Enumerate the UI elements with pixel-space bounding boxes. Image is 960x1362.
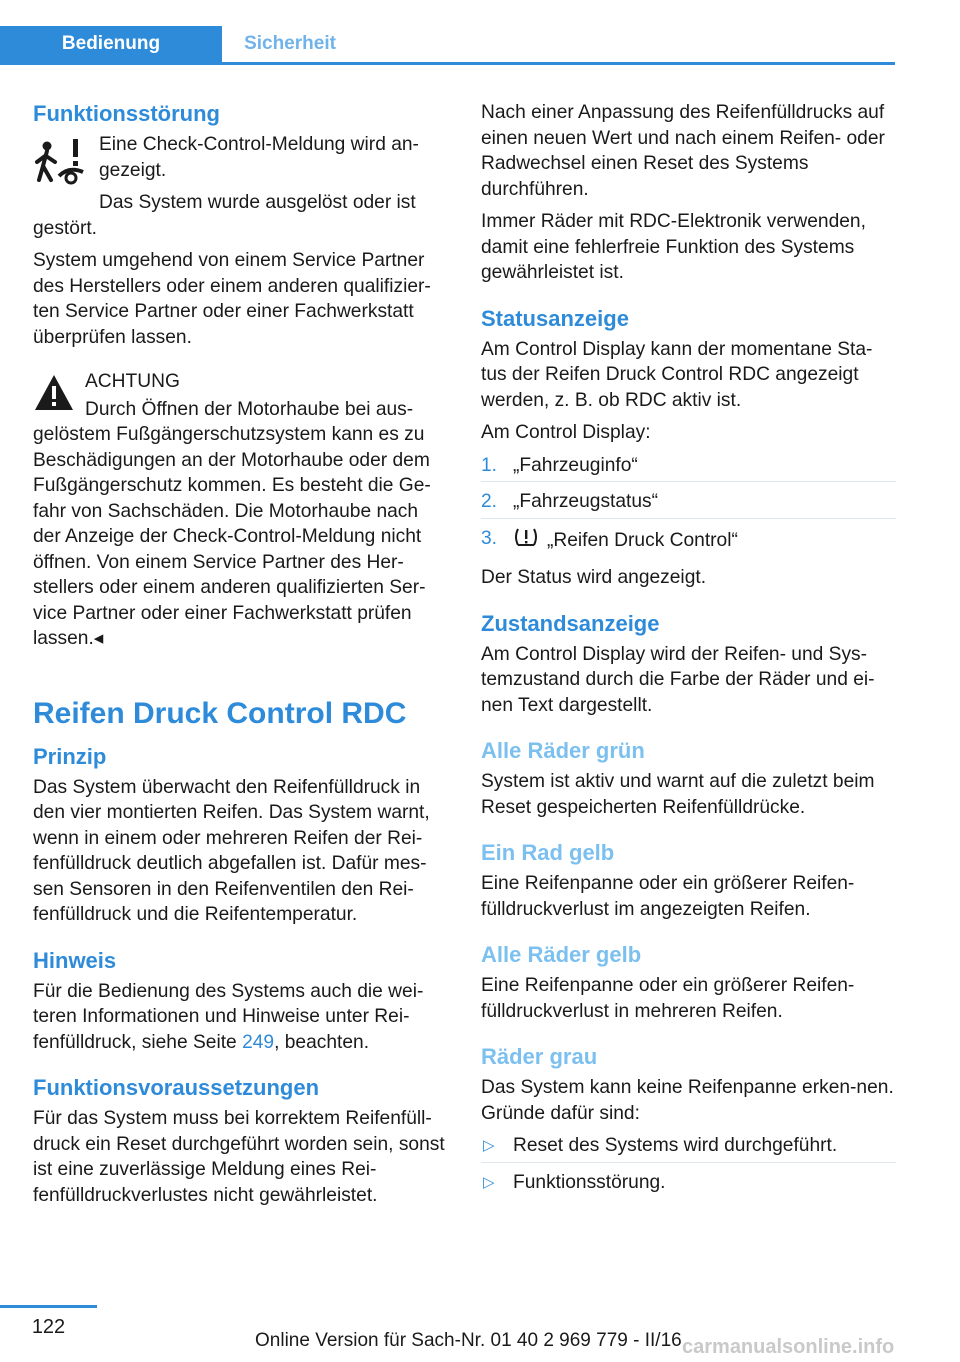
heading-alle-gelb: Alle Räder gelb bbox=[481, 942, 642, 967]
heading-alle-gruen: Alle Räder grün bbox=[481, 738, 645, 763]
tab-sicherheit[interactable]: Sicherheit bbox=[244, 33, 336, 54]
zustandsanzeige-text: Am Control Display wird der Reifen- und Sys-temzustand durch die Farbe der Räder und ei-nen Text dargestellt. bbox=[481, 643, 875, 716]
funktionsstoerung-p2: Das System wurde ausgelöst oder ist gestört. bbox=[33, 192, 416, 239]
am-control-display: Am Control Display: bbox=[481, 422, 651, 443]
reset-text: Nach einer Anpassung des Reifenfülldrucks auf einen neuen Wert und nach einem Reifen- oder Radwechsel einen Reset des Systems durchführen. bbox=[481, 102, 885, 200]
list-item bbox=[481, 1133, 896, 1163]
rdc-electronics-text: Immer Räder mit RDC-Elektronik verwenden, damit eine fehlerfreie Funktion des Systems gewährleistet ist. bbox=[481, 211, 866, 283]
pedestrian-protection-icon bbox=[33, 136, 91, 188]
heading-hinweis: Hinweis bbox=[33, 947, 117, 973]
funktionsvoraussetzungen-text: Für das System muss bei korrektem Reifenfüll-druck ein Reset durchgeführt worden sein, sonst ist eine zuverlässige Meldung eines Rei-fenfülldruckverlustes nicht gewährleistet. bbox=[33, 1108, 445, 1206]
funktionsstoerung-p1: Eine Check-Control-Meldung wird an-gezeigt. bbox=[99, 134, 419, 181]
reasons-list bbox=[481, 1133, 896, 1198]
heading-statusanzeige: Statusanzeige bbox=[481, 305, 629, 331]
steps-list bbox=[481, 453, 896, 559]
heading-raeder-grau: Räder grau bbox=[481, 1044, 598, 1069]
page-number: 122 bbox=[31, 1316, 66, 1338]
list-item bbox=[481, 489, 896, 519]
triangle-bullet-icon: ▷ bbox=[483, 1137, 495, 1154]
grau-text: Das System kann keine Reifenpanne erken-nen. Gründe dafür sind: bbox=[481, 1077, 894, 1124]
hinweis-text-a: Für die Bedienung des Systems auch die wei-teren Informationen und Hinweise unter Rei-fenfülldruck, siehe Seite bbox=[33, 980, 424, 1053]
bullet-text: Funktionsstörung. bbox=[513, 1171, 666, 1193]
heading-funktionsvoraussetzungen: Funktionsvoraussetzungen bbox=[33, 1075, 320, 1100]
heading-rdc: Reifen Druck Control RDC bbox=[33, 696, 407, 730]
ein-gelb-text: Eine Reifenpanne oder ein größerer Reifen-fülldruckverlust im angezeigten Reifen. bbox=[481, 873, 855, 920]
step-text: „Reifen Druck Control“ bbox=[547, 529, 738, 551]
step-number: 2. bbox=[481, 491, 498, 512]
warning-title: ACHTUNG bbox=[85, 371, 180, 392]
step-number: 1. bbox=[481, 454, 498, 476]
left-column bbox=[33, 100, 448, 1215]
page-link[interactable]: 249 bbox=[242, 1031, 275, 1053]
list-item bbox=[481, 1170, 896, 1199]
heading-ein-rad-gelb: Ein Rad gelb bbox=[481, 840, 615, 865]
prinzip-text: Das System überwacht den Reifenfülldruck in den vier montierten Reifen. Das System warnt, wenn in einem oder mehreren Reifen der Rei-fenfülldruck deutlich abgefallen ist. Dafür mes-sen Sensoren in den Reifenventilen den Rei-fenfülldruck und die Reifentemperatur. bbox=[33, 776, 430, 925]
right-column bbox=[481, 100, 896, 1205]
hinweis-text bbox=[33, 979, 448, 1056]
heading-zustandsanzeige: Zustandsanzeige bbox=[481, 610, 660, 636]
header-tabs bbox=[0, 26, 895, 65]
triangle-bullet-icon: ▷ bbox=[483, 1173, 495, 1191]
statusanzeige-text: Am Control Display kann der momentane Sta-tus der Reifen Druck Control RDC angezeigt werden, z. B. ob RDC aktiv ist. bbox=[481, 338, 873, 411]
heading-funktionsstoerung: Funktionsstörung bbox=[33, 101, 220, 126]
warning-triangle-icon bbox=[33, 373, 75, 413]
funktionsstoerung-p3: System umgehend von einem Service Partner des Herstellers oder einem anderen qualifizier-ten Service Partner oder einer Fachwerkstatt überprüfen lassen. bbox=[33, 250, 431, 348]
watermark: carmanualsonline.info bbox=[682, 1336, 895, 1358]
footer-online-version: Online Version für Sach-Nr. 01 40 2 969 779 - II/16 bbox=[255, 1330, 682, 1351]
hinweis-text-b: , beachten. bbox=[274, 1031, 370, 1053]
step-text: „Fahrzeuginfo“ bbox=[513, 454, 638, 476]
list-item bbox=[481, 453, 896, 483]
alle-gelb-text: Eine Reifenpanne oder ein größerer Reifen-fülldruckverlust in mehreren Reifen. bbox=[481, 975, 855, 1022]
tire-pressure-icon bbox=[513, 526, 539, 556]
page-number-bar bbox=[0, 1305, 97, 1308]
gruen-text: System ist aktiv und warnt auf die zuletzt beim Reset gespeicherten Reifenfülldrücke. bbox=[481, 771, 875, 818]
bullet-text: Reset des Systems wird durchgeführt. bbox=[513, 1135, 838, 1156]
heading-prinzip: Prinzip bbox=[33, 743, 107, 769]
status-shown: Der Status wird angezeigt. bbox=[481, 567, 707, 588]
warning-text: Durch Öffnen der Motorhaube bei aus-gelöstem Fußgängerschutzsystem kann es zu Beschädigungen an der Motorhaube oder dem Fußgängerschutz kommen. Es besteht die Ge-fahr von Sachschäden. Die Motorhaube nach der Anzeige der Check-Control-Meldung nicht öffnen. Von einem Service Partner des Her-stellers oder einem anderen qualifizierten Ser-vice Partner oder einer Fachwerkstatt prüfen lassen.◂ bbox=[33, 398, 431, 649]
list-item bbox=[481, 526, 896, 559]
step-number: 3. bbox=[481, 527, 498, 549]
step-text: „Fahrzeugstatus“ bbox=[513, 491, 659, 512]
tab-bedienung[interactable]: Bedienung bbox=[0, 26, 222, 62]
